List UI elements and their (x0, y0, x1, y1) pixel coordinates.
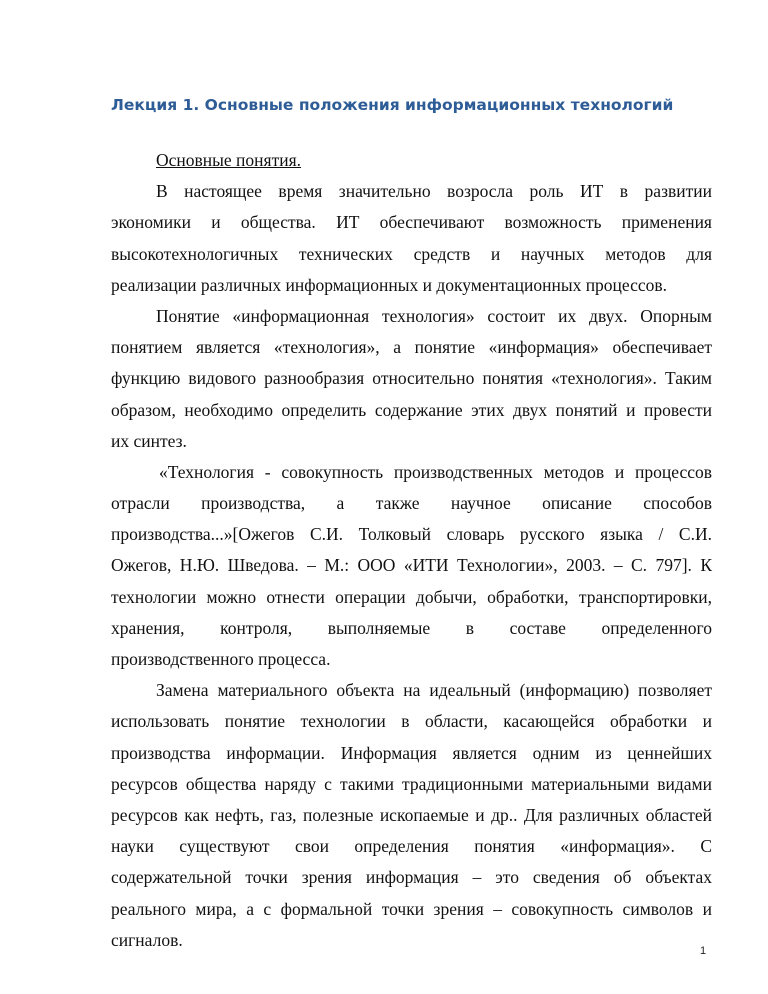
paragraph-line: производства информации. Информация является одним из ценнейших (111, 742, 712, 763)
paragraph-line: ресурсов как нефть, газ, полезные ископаемые и др.. Для различных областей (111, 804, 712, 825)
paragraph-line: В настоящее время значительно возросла роль ИТ в развитии (156, 181, 712, 202)
paragraph-line: технологии можно отнести операции добычи, обработки, транспортировки, (111, 586, 712, 607)
citation-line: Ожегов, Н.Ю. Шведова. – М.: ООО «ИТИ Технологии», 2003. – С. 797]. К (111, 555, 712, 576)
paragraph-line: ресурсов общества наряду с такими традиционными материальными видами (111, 773, 712, 794)
quote-line: отрасли производства, а также научное описание способов (111, 493, 712, 514)
citation-line: производства...»[Ожегов С.И. Толковый словарь русского языка / С.И. (111, 524, 712, 545)
document-body (111, 145, 712, 956)
paragraph-line: их синтез. (111, 430, 187, 451)
paragraph-line: содержательной точки зрения информация – это сведения об объектах (111, 867, 712, 888)
paragraph-line: экономики и общества. ИТ обеспечивают возможность применения (111, 212, 712, 233)
paragraph-line: Понятие «информационная технология» состоит их двух. Опорным (156, 305, 712, 326)
paragraph-line: функцию видового разнообразия относительно понятия «технология». Таким (111, 368, 712, 389)
paragraph-line: реализации различных информационных и документационных процессов. (111, 274, 668, 295)
paragraph-line: реального мира, а с формальной точки зрения – совокупность символов и (111, 898, 712, 919)
lecture-title: Лекция 1. Основные положения информационных технологий (111, 96, 674, 114)
page-number: 1 (700, 945, 707, 957)
paragraph-line: сигналов. (111, 929, 183, 950)
paragraph-line: производственного процесса. (111, 649, 331, 669)
paragraph-line: Замена материального объекта на идеальный (информацию) позволяет (156, 680, 712, 701)
paragraph-line: использовать понятие технологии в области, касающейся обработки и (111, 711, 712, 732)
quote-line: «Технология - совокупность производственных методов и процессов (159, 461, 712, 482)
paragraph-line: понятием является «технология», а понятие «информация» обеспечивает (111, 337, 712, 358)
paragraph-line: образом, необходимо определить содержание этих двух понятий и провести (111, 399, 712, 420)
paragraph-line: хранения, контроля, выполняемые в составе определенного (111, 617, 712, 638)
section-subheading: Основные понятия. (156, 150, 302, 170)
paragraph-line: науки существуют свои определения понятия «информация». С (111, 836, 712, 857)
paragraph-line: высокотехнологичных технических средств и научных методов для (111, 243, 712, 264)
